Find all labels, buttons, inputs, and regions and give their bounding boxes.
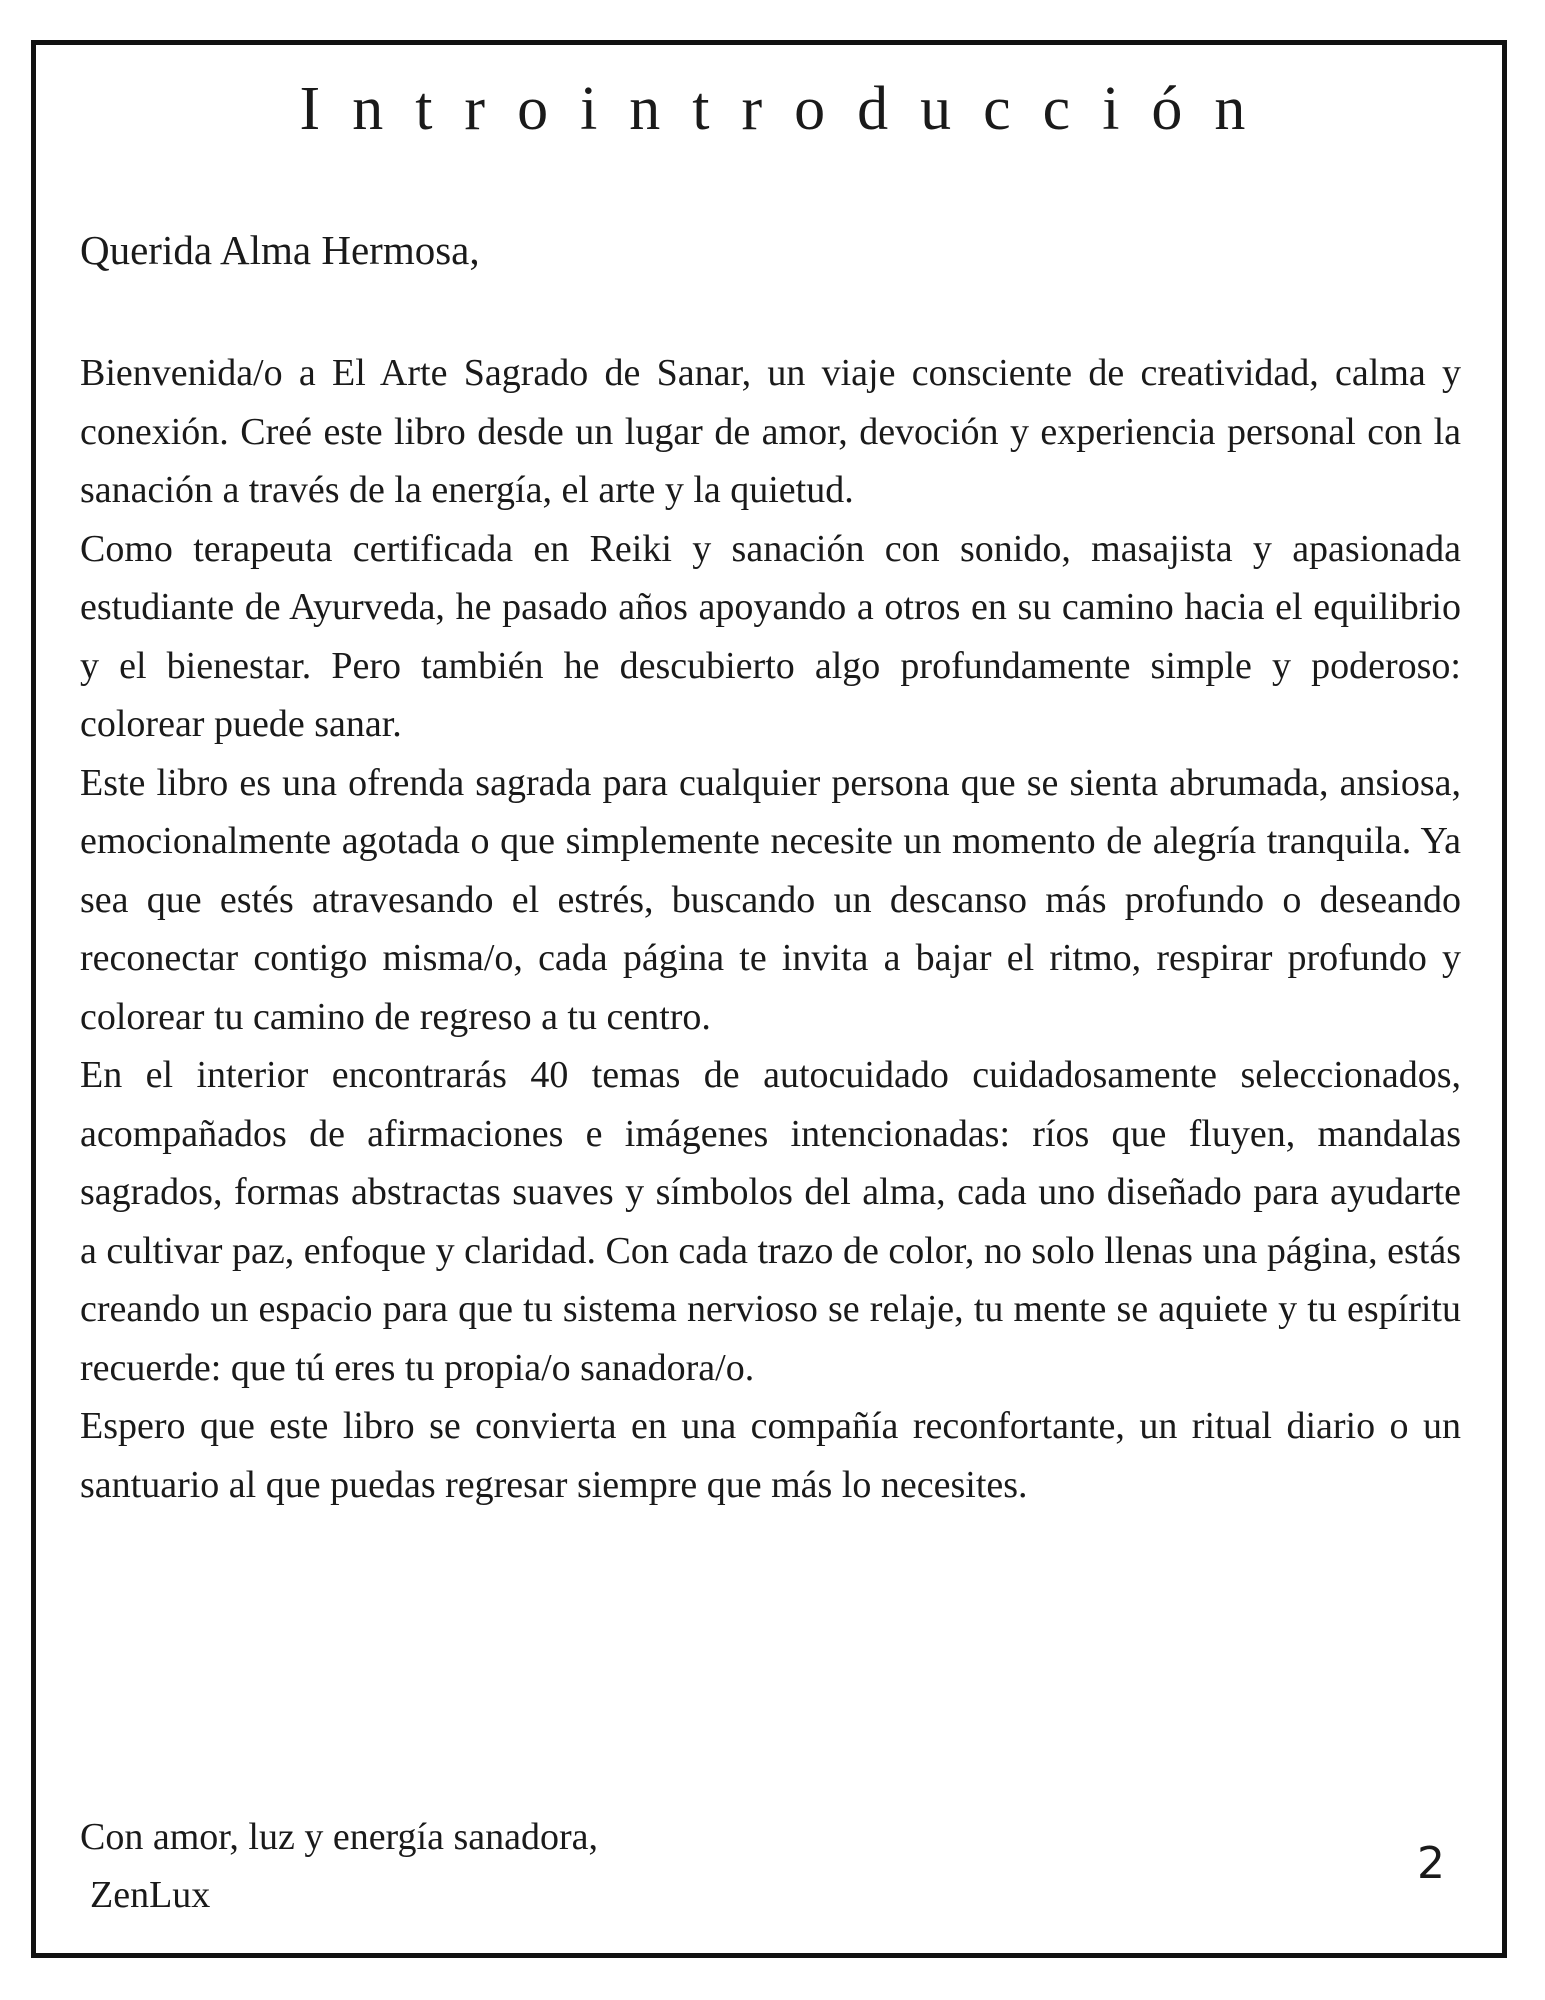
paragraph-background: Como terapeuta certificada en Reiki y sanación con sonido, masajista y apasionada estudiante de Ayurveda, he pasado años apoyando a otros en su camino hacia el equilibrio y el bienestar. Pero también he descubierto algo profundamente simple y poderoso: colorear puede sanar. <box>80 527 1461 745</box>
body-text <box>80 344 1461 1514</box>
paragraph-welcome: Bienvenida/o a El Arte Sagrado de Sanar, un viaje consciente de creatividad, calma y conexión. Creé este libro desde un lugar de amor, devoción y experiencia personal con la sanación a través de la energía, el arte y la quietud. <box>80 352 1461 511</box>
paragraph-hope: Espero que este libro se convierta en una compañía reconfortante, un ritual diario o un santuario al que puedas regresar siempre que más lo necesites. <box>80 1405 1461 1506</box>
page-number: 2 <box>1417 1838 1445 1889</box>
closing-line: Con amor, luz y energía sanadora, <box>80 1816 598 1858</box>
paragraph-contents: En el interior encontrarás 40 temas de autocuidado cuidadosamente seleccionados, acompañados de afirmaciones e imágenes intencionadas: ríos que fluyen, mandalas sagrados, formas abstractas suaves y símbolos del alma, cada uno diseñado para ayudarte a cultivar paz, enfoque y claridad. Con cada trazo de color, no solo llenas una página, estás creando un espacio para que tu sistema nervioso se relaje, tu mente se aquiete y tu espíritu recuerde: que tú eres tu propia/o sanadora/o. <box>80 1054 1461 1389</box>
paragraph-offering: Este libro es una ofrenda sagrada para cualquier persona que se sienta abrumada, ansiosa, emocionalmente agotada o que simplemente necesite un momento de alegría tranquila. Ya sea que estés atravesando el estrés, buscando un descanso más profundo o deseando reconectar contigo misma/o, cada página te invita a bajar el ritmo, respirar profundo y colorear tu camino de regreso a tu centro. <box>80 761 1461 1038</box>
page-title: Introintroducción <box>299 75 1278 143</box>
closing-block <box>80 1808 598 1924</box>
signature: ZenLux <box>90 1874 211 1916</box>
greeting: Querida Alma Hermosa, <box>80 227 480 273</box>
